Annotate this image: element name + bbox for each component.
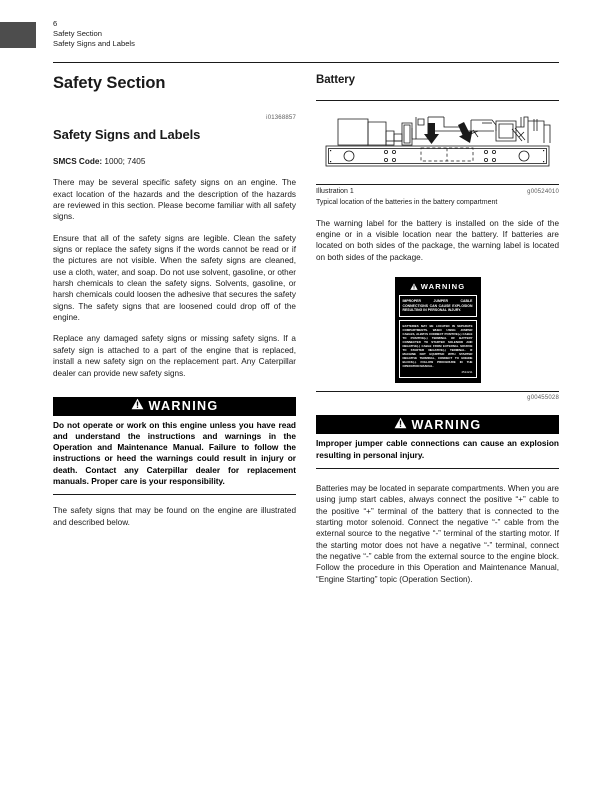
warning-block-engine-operation bbox=[53, 397, 296, 495]
decal-heading: WARNING bbox=[420, 281, 466, 291]
document-id: i01368857 bbox=[266, 115, 296, 121]
left-column bbox=[53, 74, 296, 528]
illustration-graphic-number: g00524010 bbox=[527, 189, 559, 196]
decal-bottom-rule bbox=[316, 391, 559, 392]
decal-graphic-number: g00455028 bbox=[527, 395, 559, 402]
warning-header-bar bbox=[53, 397, 296, 416]
decal-part-number: 2514211 bbox=[461, 370, 473, 375]
page-number: 6 bbox=[53, 19, 58, 28]
warning-body-2: Improper jumper cable connections can cause an explosion resulting in personal injury. bbox=[316, 438, 559, 460]
decal-header bbox=[399, 281, 477, 292]
illustration-label: Illustration 1 bbox=[316, 188, 354, 196]
warning-body: Do not operate or work on this engine unless you have read and understand the instructions and warnings in the Operation and Maintenance Manual. Failure to follow the instructions or heed the warnings could result in injury or death. Contact any Caterpillar dealer for replacement manuals. Proper care is your responsibility. bbox=[53, 419, 296, 486]
illustration-description: Typical location of the batteries in the battery compartment bbox=[316, 199, 498, 207]
decal-warning-triangle-icon bbox=[410, 278, 418, 296]
illustration-caption-row bbox=[316, 188, 559, 195]
warning-header-bar-2 bbox=[316, 415, 559, 434]
paragraph-jump-start-procedure: Batteries may be located in separate compartments. When you are using jump start cables, always connect the positive “+” cable to the positive “+” terminal of the battery that is connected to the starting motor solenoid. Connect the negative “-” cable from the external source to the negative “-” terminal of the starting motor. If the starting motor does not have a negative “-” terminal, connect the negative “-” cable from the external source to the engine block. Follow the procedure in this Operation and Maintenance Manual, “Engine Starting” topic (Operation Section). bbox=[316, 483, 559, 584]
decal-primary-panel bbox=[399, 295, 477, 317]
topic-title: Safety Signs and Labels bbox=[53, 127, 201, 142]
right-column bbox=[316, 74, 559, 585]
illustration-battery-location bbox=[316, 101, 559, 184]
decal-secondary-text: BATTERIES MAY BE LOCATED IN SEPARATE COMPARTMENTS. WHEN USING JUMPER CABLES, ALWAYS CONNECT POSITIVE(+) CABLE TO POSITIVE(+) TERMINAL OF BATTERY CONNECTED TO STARTER SOLENOID AND NEGATIVE(-) CABLE FROM EXTERNAL SOURCE TO STARTER NEGATIVE(-) TERMINAL. IF MACHINE NOT EQUIPPED WITH STARTER NEGATIVE TERMINAL, CONNECT TO ENGINE BLOCK(-). FOLLOW PROCEDURE IN THE OPERATION MANUAL. bbox=[402, 323, 473, 369]
page-header-tab bbox=[0, 22, 36, 48]
section-title: Safety Section bbox=[53, 74, 166, 92]
illustration-bottom-rule bbox=[316, 184, 559, 185]
header-topic-name: Safety Signs and Labels bbox=[53, 39, 135, 49]
paragraph-signs-intro: There may be several specific safety signs on an engine. The exact location of the hazards and the description of the hazards are reviewed in this section. Please become familiar with all safety signs. bbox=[53, 178, 296, 222]
decal-wrap bbox=[316, 277, 559, 383]
smcs-label: SMCS Code: bbox=[53, 157, 103, 166]
header-section-name: Safety Section bbox=[53, 29, 102, 39]
warning-heading-2: WARNING bbox=[411, 417, 482, 432]
decal-secondary-panel bbox=[399, 320, 477, 379]
paragraph-signs-below: The safety signs that may be found on the engine are illustrated and described below. bbox=[53, 506, 296, 527]
paragraph-warning-label-location: The warning label for the battery is installed on the side of the engine or in a visible location near the battery. If batteries are located on both sides of the package, the warning label is located on both sides of the package. bbox=[316, 218, 559, 262]
battery-warning-decal bbox=[395, 277, 481, 383]
warning-heading: WARNING bbox=[148, 399, 219, 414]
smcs-value: 1000; 7405 bbox=[104, 157, 146, 166]
decal-primary-text: IMPROPER JUMPER CABLE CONNECTIONS CAN CAUSE EXPLOSION RESULTING IN PERSONAL INJURY. bbox=[402, 299, 473, 313]
warning-triangle-icon bbox=[131, 397, 144, 415]
battery-title: Battery bbox=[316, 74, 355, 86]
paragraph-signs-cleaning: Ensure that all of the safety signs are legible. Clean the safety signs or replace the safety signs if the words cannot be read or if the pictures are not visible. When the safety signs are cleaned, use a cloth, water, and soap. Do not use solvent, gasoline, or other harsh chemicals to clean the safety signs. Solvents, gasoline, or harsh chemicals could loosen the adhesive that secures the safety signs. The safety signs that are loosened could drop off of the engine. bbox=[53, 233, 296, 323]
header-divider bbox=[53, 62, 559, 63]
warning-block-jumper-cable bbox=[316, 415, 559, 469]
smcs-code-line bbox=[53, 156, 296, 167]
page-header bbox=[53, 19, 135, 50]
warning-triangle-icon-2 bbox=[394, 416, 407, 434]
paragraph-signs-replacement: Replace any damaged safety signs or missing safety signs. If a safety sign is attached to a part of the engine that is replaced, install a new safety sign on the replacement part. Any Caterpillar dealer can provide new safety signs. bbox=[53, 334, 296, 378]
